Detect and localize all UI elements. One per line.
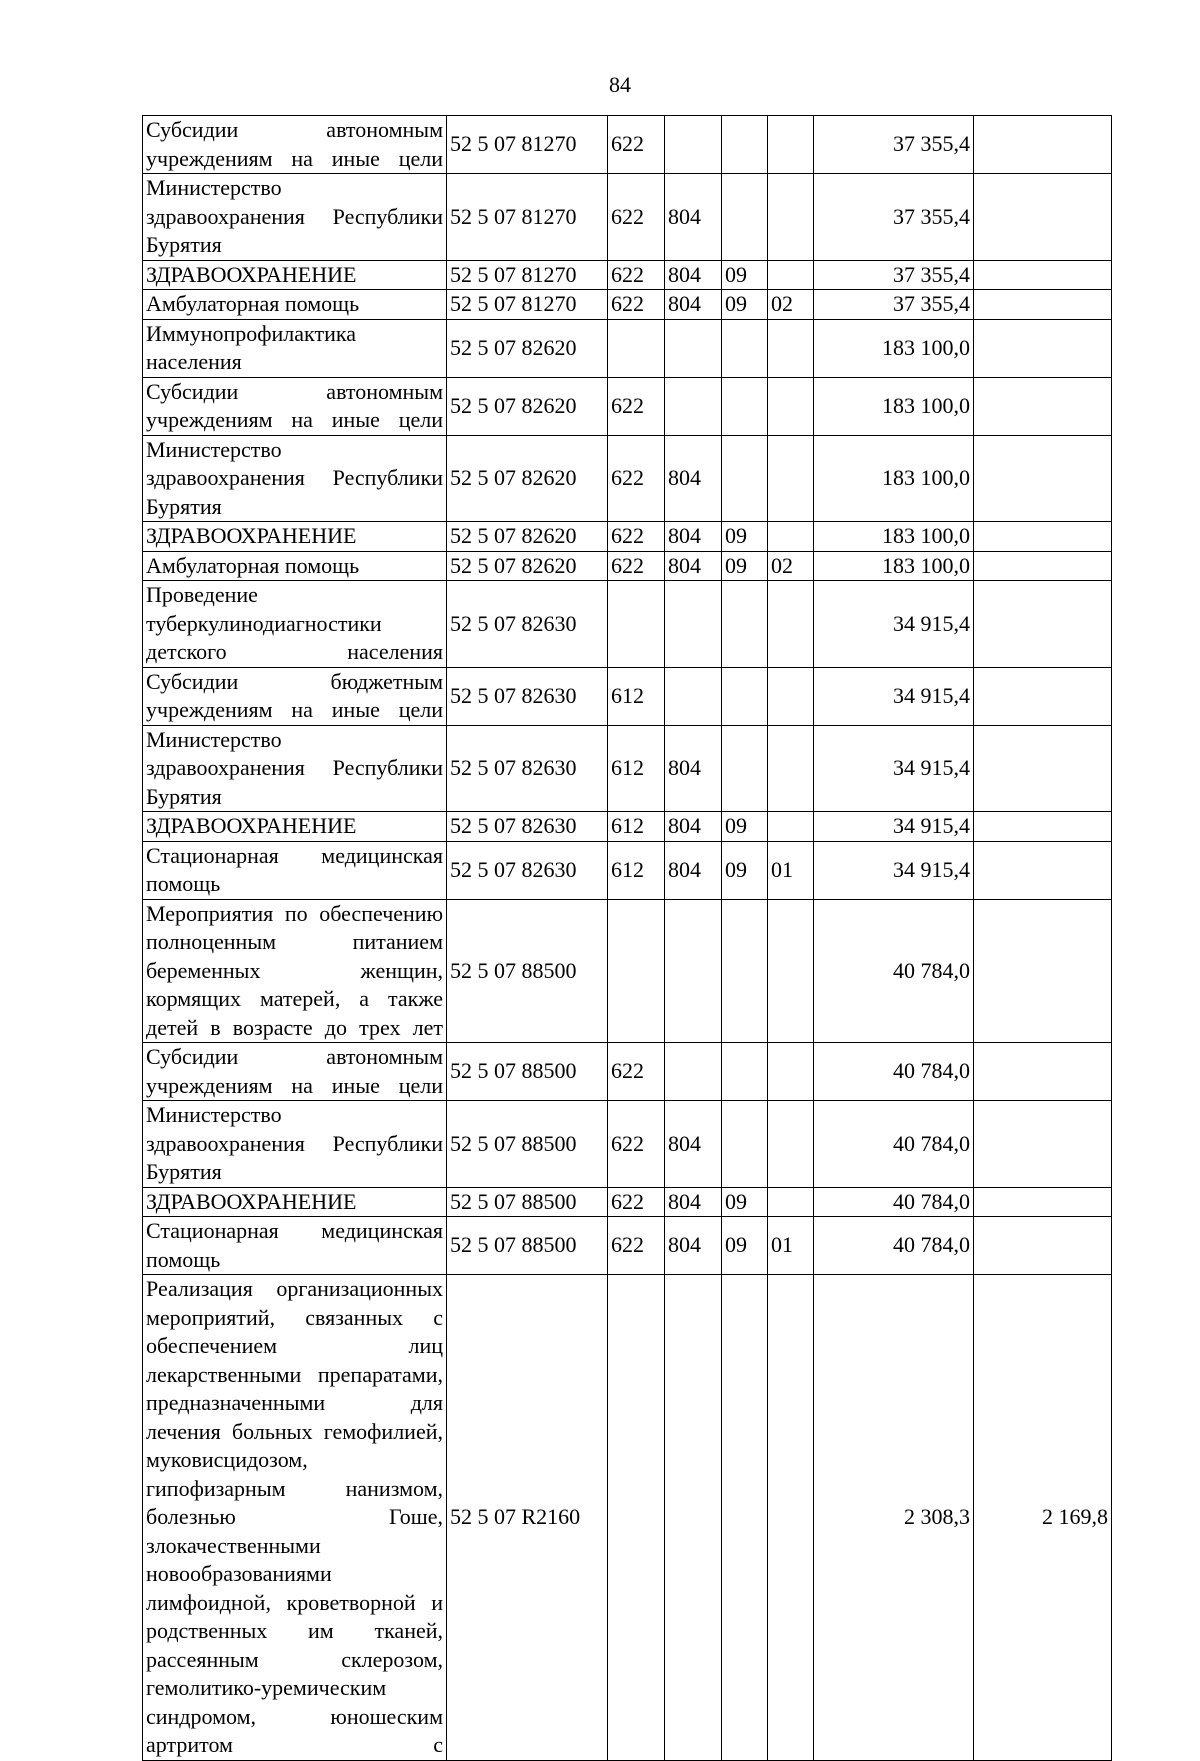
row-amount-2 xyxy=(974,260,1112,290)
row-code: 52 5 07 82620 xyxy=(447,551,608,581)
row-name: Амбулаторная помощь xyxy=(143,551,447,581)
row-amount: 37 355,4 xyxy=(814,290,974,320)
row-vr xyxy=(608,319,665,377)
row-pr xyxy=(768,1275,814,1761)
row-vr: 622 xyxy=(608,435,665,522)
row-grbs: 804 xyxy=(665,551,722,581)
row-rz xyxy=(722,581,768,668)
row-vr: 612 xyxy=(608,667,665,725)
table-row xyxy=(143,841,1112,899)
row-code: 52 5 07 88500 xyxy=(447,1101,608,1188)
row-rz xyxy=(722,174,768,261)
row-grbs: 804 xyxy=(665,260,722,290)
row-rz xyxy=(722,116,768,174)
row-code: 52 5 07 82630 xyxy=(447,581,608,668)
row-code: 52 5 07 88500 xyxy=(447,1187,608,1217)
row-grbs: 804 xyxy=(665,522,722,552)
row-rz: 09 xyxy=(722,1217,768,1275)
row-code: 52 5 07 82630 xyxy=(447,725,608,812)
row-grbs: 804 xyxy=(665,1101,722,1188)
row-vr xyxy=(608,1275,665,1761)
row-code: 52 5 07 88500 xyxy=(447,1043,608,1101)
row-grbs: 804 xyxy=(665,725,722,812)
row-code: 52 5 07 82620 xyxy=(447,522,608,552)
row-code: 52 5 07 82630 xyxy=(447,667,608,725)
row-grbs: 804 xyxy=(665,841,722,899)
row-code: 52 5 07 81270 xyxy=(447,116,608,174)
row-name: Иммунопрофилактика населения xyxy=(143,319,447,377)
row-amount-2 xyxy=(974,522,1112,552)
row-code: 52 5 07 82620 xyxy=(447,319,608,377)
row-amount: 34 915,4 xyxy=(814,812,974,842)
row-vr xyxy=(608,581,665,668)
row-pr xyxy=(768,667,814,725)
row-pr xyxy=(768,1043,814,1101)
row-code: 52 5 07 88500 xyxy=(447,899,608,1043)
table-row xyxy=(143,1187,1112,1217)
row-amount-2 xyxy=(974,551,1112,581)
row-vr: 612 xyxy=(608,725,665,812)
row-code: 52 5 07 81270 xyxy=(447,290,608,320)
row-name: Амбулаторная помощь xyxy=(143,290,447,320)
row-name: Министерство здравоохранения Республики Бурятия xyxy=(143,1101,447,1188)
row-amount: 2 308,3 xyxy=(814,1275,974,1761)
row-pr xyxy=(768,377,814,435)
row-amount: 34 915,4 xyxy=(814,581,974,668)
table-row xyxy=(143,667,1112,725)
row-amount-2 xyxy=(974,812,1112,842)
row-rz xyxy=(722,725,768,812)
row-amount: 183 100,0 xyxy=(814,319,974,377)
row-name: Министерство здравоохранения Республики Бурятия xyxy=(143,725,447,812)
row-rz xyxy=(722,319,768,377)
row-amount: 40 784,0 xyxy=(814,1101,974,1188)
row-name: Министерство здравоохранения Республики Бурятия xyxy=(143,174,447,261)
table-row xyxy=(143,522,1112,552)
row-amount: 37 355,4 xyxy=(814,174,974,261)
row-vr: 622 xyxy=(608,522,665,552)
row-vr: 622 xyxy=(608,551,665,581)
row-amount-2 xyxy=(974,319,1112,377)
table-row xyxy=(143,174,1112,261)
row-amount: 34 915,4 xyxy=(814,725,974,812)
row-grbs xyxy=(665,667,722,725)
row-name: Проведение туберкулинодиагностики детского населения xyxy=(143,581,447,668)
row-amount: 183 100,0 xyxy=(814,435,974,522)
row-grbs: 804 xyxy=(665,1187,722,1217)
row-amount: 34 915,4 xyxy=(814,841,974,899)
row-amount-2 xyxy=(974,116,1112,174)
row-amount: 40 784,0 xyxy=(814,1217,974,1275)
row-grbs xyxy=(665,1043,722,1101)
row-grbs xyxy=(665,899,722,1043)
row-grbs xyxy=(665,377,722,435)
row-amount-2 xyxy=(974,841,1112,899)
row-name: Реализация организационных мероприятий, связанных с обеспечением лиц лекарственными препаратами, предназначенными для лечения больных гемофилией, муковисцидозом, гипофизарным нанизмом, болезнью Гоше, злокачественными новообразованиями лимфоидной, кроветворной и родственных им тканей, рассеянным склерозом, гемолитико-уремическим синдромом, юношеским артритом с xyxy=(143,1275,447,1761)
row-rz: 09 xyxy=(722,522,768,552)
row-amount-2 xyxy=(974,667,1112,725)
row-rz: 09 xyxy=(722,812,768,842)
row-code: 52 5 07 81270 xyxy=(447,174,608,261)
table-row xyxy=(143,812,1112,842)
row-vr: 622 xyxy=(608,1187,665,1217)
row-vr: 622 xyxy=(608,290,665,320)
row-amount: 37 355,4 xyxy=(814,260,974,290)
row-rz xyxy=(722,377,768,435)
table-row xyxy=(143,377,1112,435)
table-row xyxy=(143,725,1112,812)
row-rz xyxy=(722,667,768,725)
row-code: 52 5 07 82630 xyxy=(447,841,608,899)
row-pr xyxy=(768,435,814,522)
row-amount-2: 2 169,8 xyxy=(974,1275,1112,1761)
row-grbs: 804 xyxy=(665,812,722,842)
row-pr: 02 xyxy=(768,290,814,320)
row-pr xyxy=(768,116,814,174)
row-pr xyxy=(768,1187,814,1217)
row-rz xyxy=(722,1043,768,1101)
row-rz xyxy=(722,899,768,1043)
row-code: 52 5 07 82630 xyxy=(447,812,608,842)
row-pr: 01 xyxy=(768,1217,814,1275)
row-name: Субсидии автономным учреждениям на иные цели xyxy=(143,116,447,174)
row-pr xyxy=(768,812,814,842)
row-vr: 622 xyxy=(608,260,665,290)
row-grbs: 804 xyxy=(665,174,722,261)
table-row xyxy=(143,435,1112,522)
budget-table-body xyxy=(143,116,1112,1761)
row-pr xyxy=(768,581,814,668)
row-pr: 01 xyxy=(768,841,814,899)
row-amount-2 xyxy=(974,435,1112,522)
row-name: ЗДРАВООХРАНЕНИЕ xyxy=(143,522,447,552)
row-pr xyxy=(768,1101,814,1188)
table-row xyxy=(143,1275,1112,1761)
table-row xyxy=(143,319,1112,377)
budget-table xyxy=(142,115,1112,1761)
row-amount: 40 784,0 xyxy=(814,899,974,1043)
row-name: Мероприятия по обеспечению полноценным питанием беременных женщин, кормящих матерей, а также детей в возрасте до трех лет xyxy=(143,899,447,1043)
row-rz xyxy=(722,1275,768,1761)
row-amount-2 xyxy=(974,725,1112,812)
table-row xyxy=(143,290,1112,320)
row-name: ЗДРАВООХРАНЕНИЕ xyxy=(143,1187,447,1217)
row-amount: 183 100,0 xyxy=(814,551,974,581)
row-code: 52 5 07 R2160 xyxy=(447,1275,608,1761)
row-rz: 09 xyxy=(722,290,768,320)
table-row xyxy=(143,1043,1112,1101)
row-amount: 183 100,0 xyxy=(814,522,974,552)
row-amount-2 xyxy=(974,1217,1112,1275)
row-name: Субсидии бюджетным учреждениям на иные цели xyxy=(143,667,447,725)
row-pr xyxy=(768,522,814,552)
row-amount-2 xyxy=(974,174,1112,261)
table-row xyxy=(143,581,1112,668)
table-row xyxy=(143,116,1112,174)
row-vr xyxy=(608,899,665,1043)
row-pr xyxy=(768,260,814,290)
row-pr xyxy=(768,174,814,261)
row-amount-2 xyxy=(974,1043,1112,1101)
row-code: 52 5 07 88500 xyxy=(447,1217,608,1275)
row-pr xyxy=(768,899,814,1043)
row-grbs: 804 xyxy=(665,1217,722,1275)
row-name: Субсидии автономным учреждениям на иные цели xyxy=(143,1043,447,1101)
row-vr: 622 xyxy=(608,116,665,174)
row-amount: 34 915,4 xyxy=(814,667,974,725)
row-amount-2 xyxy=(974,899,1112,1043)
table-row xyxy=(143,551,1112,581)
row-vr: 622 xyxy=(608,174,665,261)
row-name: Субсидии автономным учреждениям на иные цели xyxy=(143,377,447,435)
row-code: 52 5 07 82620 xyxy=(447,435,608,522)
row-pr xyxy=(768,725,814,812)
row-grbs xyxy=(665,581,722,668)
row-vr: 622 xyxy=(608,1101,665,1188)
row-vr: 622 xyxy=(608,1217,665,1275)
row-amount: 37 355,4 xyxy=(814,116,974,174)
row-code: 52 5 07 82620 xyxy=(447,377,608,435)
row-grbs: 804 xyxy=(665,435,722,522)
row-amount-2 xyxy=(974,1101,1112,1188)
row-name: Стационарная медицинская помощь xyxy=(143,1217,447,1275)
row-amount: 40 784,0 xyxy=(814,1043,974,1101)
row-rz: 09 xyxy=(722,841,768,899)
row-vr: 622 xyxy=(608,377,665,435)
row-code: 52 5 07 81270 xyxy=(447,260,608,290)
row-grbs: 804 xyxy=(665,290,722,320)
row-rz: 09 xyxy=(722,260,768,290)
row-pr xyxy=(768,319,814,377)
row-amount-2 xyxy=(974,377,1112,435)
row-name: Стационарная медицинская помощь xyxy=(143,841,447,899)
row-grbs xyxy=(665,116,722,174)
row-pr: 02 xyxy=(768,551,814,581)
table-row xyxy=(143,1101,1112,1188)
row-rz: 09 xyxy=(722,1187,768,1217)
table-row xyxy=(143,899,1112,1043)
row-vr: 612 xyxy=(608,841,665,899)
row-rz xyxy=(722,435,768,522)
row-name: Министерство здравоохранения Республики Бурятия xyxy=(143,435,447,522)
row-amount-2 xyxy=(974,1187,1112,1217)
row-vr: 622 xyxy=(608,1043,665,1101)
row-amount: 40 784,0 xyxy=(814,1187,974,1217)
row-amount-2 xyxy=(974,290,1112,320)
row-vr: 612 xyxy=(608,812,665,842)
row-name: ЗДРАВООХРАНЕНИЕ xyxy=(143,812,447,842)
row-rz xyxy=(722,1101,768,1188)
page-number: 84 xyxy=(609,72,631,97)
table-row xyxy=(143,1217,1112,1275)
row-rz: 09 xyxy=(722,551,768,581)
row-amount-2 xyxy=(974,581,1112,668)
row-grbs xyxy=(665,319,722,377)
row-amount: 183 100,0 xyxy=(814,377,974,435)
row-grbs xyxy=(665,1275,722,1761)
table-row xyxy=(143,260,1112,290)
row-name: ЗДРАВООХРАНЕНИЕ xyxy=(143,260,447,290)
